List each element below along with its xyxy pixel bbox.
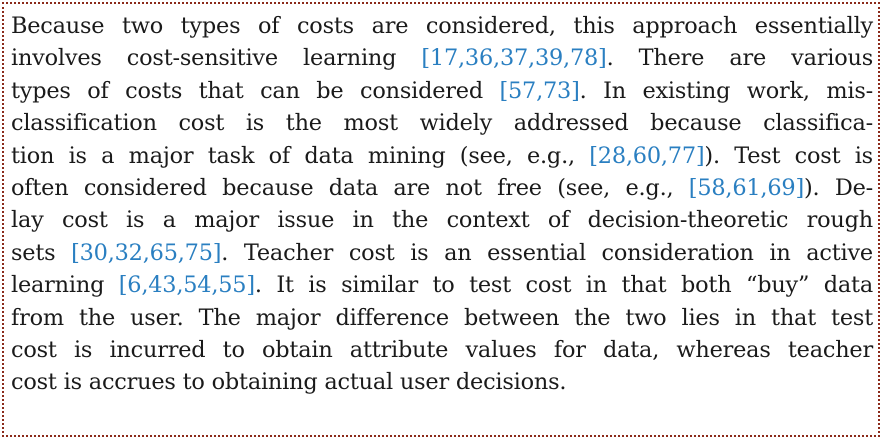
citation-link[interactable]: [17,36,37,39,78] <box>421 45 607 72</box>
paragraph-line <box>11 237 873 269</box>
text-run: lay cost is a major issue in the context of decision-theoretic rough <box>11 207 873 234</box>
text-run: often considered because data are not free (see, e.g., <box>11 174 689 201</box>
text-run: Because two types of costs are considered, this approach essentially <box>11 13 873 39</box>
paragraph-line <box>11 172 873 204</box>
text-run: types of costs that can be considered <box>11 77 500 104</box>
text-run: . There are various <box>606 45 873 72</box>
paragraph-line <box>11 334 873 366</box>
text-run: cost is incurred to obtain attribute values for data, whereas teacher <box>11 336 873 363</box>
text-run: tion is a major task of data mining (see, e.g., <box>11 142 590 169</box>
text-run: ). Test cost is <box>704 142 873 169</box>
body-paragraph <box>11 10 873 399</box>
citation-link[interactable]: [57,73] <box>499 77 580 104</box>
citation-link[interactable]: [28,60,77] <box>589 142 705 169</box>
paragraph-line <box>11 366 873 398</box>
paragraph-line <box>11 269 873 301</box>
paragraph-line <box>11 140 873 172</box>
text-run: from the user. The major difference between the two lies in that test <box>11 304 873 331</box>
text-run: . It is similar to test cost in that both “buy” data <box>254 272 873 299</box>
paragraph-line <box>11 302 873 334</box>
paragraph-line <box>11 42 873 74</box>
citation-link[interactable]: [30,32,65,75] <box>71 239 222 266</box>
citation-link[interactable]: [58,61,69] <box>688 174 804 201</box>
text-run: cost is accrues to obtaining actual user decisions. <box>11 369 567 396</box>
text-excerpt-frame <box>2 2 880 437</box>
paragraph-line <box>11 107 873 139</box>
paragraph-line <box>11 204 873 236</box>
text-run: involves cost-sensitive learning <box>11 45 422 72</box>
text-run: . Teacher cost is an essential consideration in active <box>221 239 873 266</box>
text-run: . In existing work, mis- <box>579 77 873 104</box>
citation-link[interactable]: [6,43,54,55] <box>118 272 255 299</box>
text-run: ). De- <box>803 174 873 201</box>
text-run: learning <box>11 272 119 299</box>
paragraph-line <box>11 10 873 42</box>
paragraph-line <box>11 75 873 107</box>
text-run: classification cost is the most widely addressed because classifica- <box>11 110 873 137</box>
text-run: sets <box>11 239 72 266</box>
